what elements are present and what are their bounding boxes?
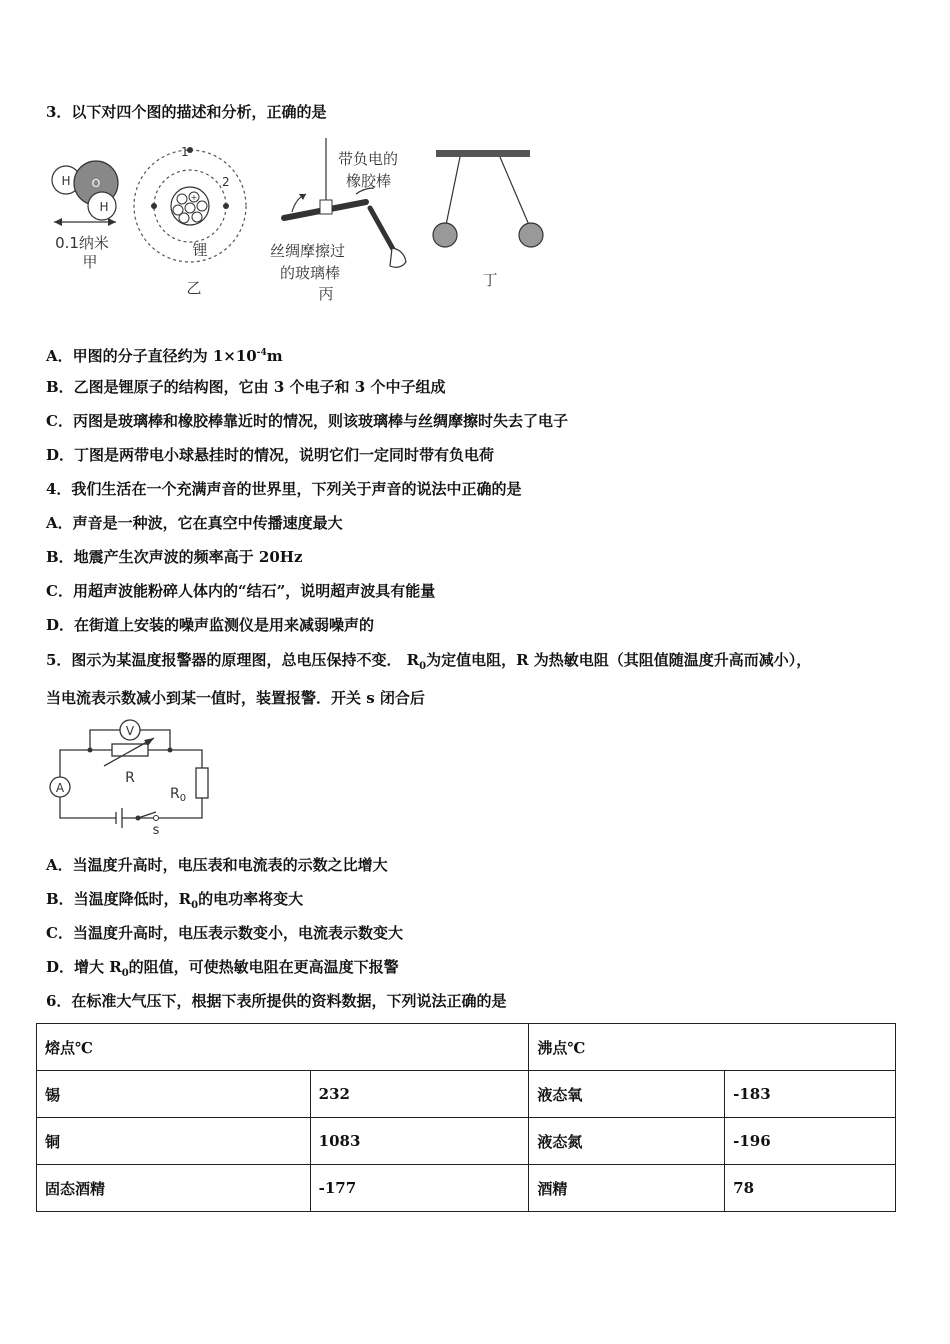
fig-bing-caption: 丙 <box>318 285 334 303</box>
q5-option-c: C．当温度升高时，电压表示数变小，电流表示数变大 <box>46 924 403 942</box>
thermistor-label: R <box>125 770 135 786</box>
q4-option-c: C．用超声波能粉碎人体内的“结石”，说明超声波具有能量 <box>46 582 436 600</box>
q3-option-b: B．乙图是锂原子的结构图，它由 3 个电子和 3 个中子组成 <box>46 378 446 396</box>
switch-label: s <box>152 823 160 838</box>
fig-bing-rod-label-2: 橡胶棒 <box>346 172 392 190</box>
q3-figures <box>44 136 564 306</box>
fig-yi-orbit-2: 2 <box>222 175 230 189</box>
fig-jia-o: O <box>91 177 101 190</box>
q3-option-a: A．甲图的分子直径约为 $1\times 10^{-4}m$ <box>46 347 283 365</box>
boiling-value: -183 <box>725 1071 896 1118</box>
fig-ding-caption: 丁 <box>482 271 498 289</box>
q4-option-a: A．声音是一种波，它在真空中传播速度最大 <box>46 514 343 532</box>
ammeter-label: A <box>55 781 65 795</box>
melting-value: -177 <box>310 1165 529 1212</box>
q3-option-d: D．丁图是两带电小球悬挂时的情况，说明它们一定同时带有负电荷 <box>46 446 495 464</box>
fig-bing-glass-label-2: 的玻璃棒 <box>280 264 341 282</box>
melting-value: 1083 <box>310 1118 529 1165</box>
fig-jia-scale: 0.1纳米 <box>55 234 109 252</box>
q5-circuit-diagram <box>44 716 224 840</box>
fig-yi-caption: 乙 <box>186 279 202 297</box>
fig-bing-rod-label-1: 带负电的 <box>338 150 399 168</box>
q5-option-b: B．当温度降低时，$R_0$的电功率将变大 <box>46 890 304 911</box>
header-melting-point: 熔点℃ <box>37 1024 529 1071</box>
boiling-value: 78 <box>725 1165 896 1212</box>
melting-value: 232 <box>310 1071 529 1118</box>
q4-stem: 4．我们生活在一个充满声音的世界里，下列关于声音的说法中正确的是 <box>46 480 522 498</box>
fig-bing-rods <box>270 138 406 303</box>
q6-stem: 6．在标准大气压下，根据下表所提供的资料数据，下列说法正确的是 <box>46 992 507 1010</box>
resistor-r0-label: $R_0$ <box>170 786 187 804</box>
melting-boiling-table <box>36 1023 896 1212</box>
melting-substance: 固态酒精 <box>37 1165 311 1212</box>
fig-yi-element: 锂 <box>192 241 208 259</box>
fig-yi-orbit-1: 1 <box>181 145 189 159</box>
fig-jia-molecule <box>52 161 118 271</box>
q5-option-a: A．当温度升高时，电压表和电流表的示数之比增大 <box>46 856 388 874</box>
voltmeter-label: V <box>125 724 135 738</box>
fig-bing-glass-label-1: 丝绸摩擦过 <box>270 242 346 260</box>
q4-option-b: B．地震产生次声波的频率高于 20Hz <box>46 548 303 566</box>
q3-option-c: C．丙图是玻璃棒和橡胶棒靠近时的情况，则该玻璃棒与丝绸摩擦时失去了电子 <box>46 412 568 430</box>
fig-yi-atom <box>134 145 246 297</box>
boiling-value: -196 <box>725 1118 896 1165</box>
q5-stem-line-1: 5．图示为某温度报警器的原理图，总电压保持不变． $R_0$为定值电阻，R 为热敏电阻（其阻值随温度升高而减小）， <box>46 651 812 672</box>
fig-jia-h1: H <box>61 174 71 188</box>
fig-jia-caption: 甲 <box>82 253 98 271</box>
table-row <box>37 1118 896 1165</box>
fig-jia-h2: H <box>99 200 109 214</box>
q5-stem-line-2: 当电流表示数减小到某一值时，装置报警．开关 s 闭合后 <box>46 689 425 707</box>
boiling-substance: 液态氮 <box>529 1118 725 1165</box>
q4-option-d: D．在街道上安装的噪声监测仪是用来减弱噪声的 <box>46 616 375 634</box>
melting-substance: 铜 <box>37 1118 311 1165</box>
q5-option-d: D．增大 $R_0$的阻值，可使热敏电阻在更高温度下报警 <box>46 958 399 979</box>
melting-substance: 锡 <box>37 1071 311 1118</box>
table-row <box>37 1165 896 1212</box>
header-boiling-point: 沸点℃ <box>529 1024 896 1071</box>
boiling-substance: 酒精 <box>529 1165 725 1212</box>
table-header-row <box>37 1024 896 1071</box>
table-row <box>37 1071 896 1118</box>
fig-yi-proton-sign: + <box>190 193 198 202</box>
boiling-substance: 液态氧 <box>529 1071 725 1118</box>
fig-ding-pendulums <box>433 150 543 289</box>
q3-stem: 3．以下对四个图的描述和分析，正确的是 <box>46 103 327 121</box>
